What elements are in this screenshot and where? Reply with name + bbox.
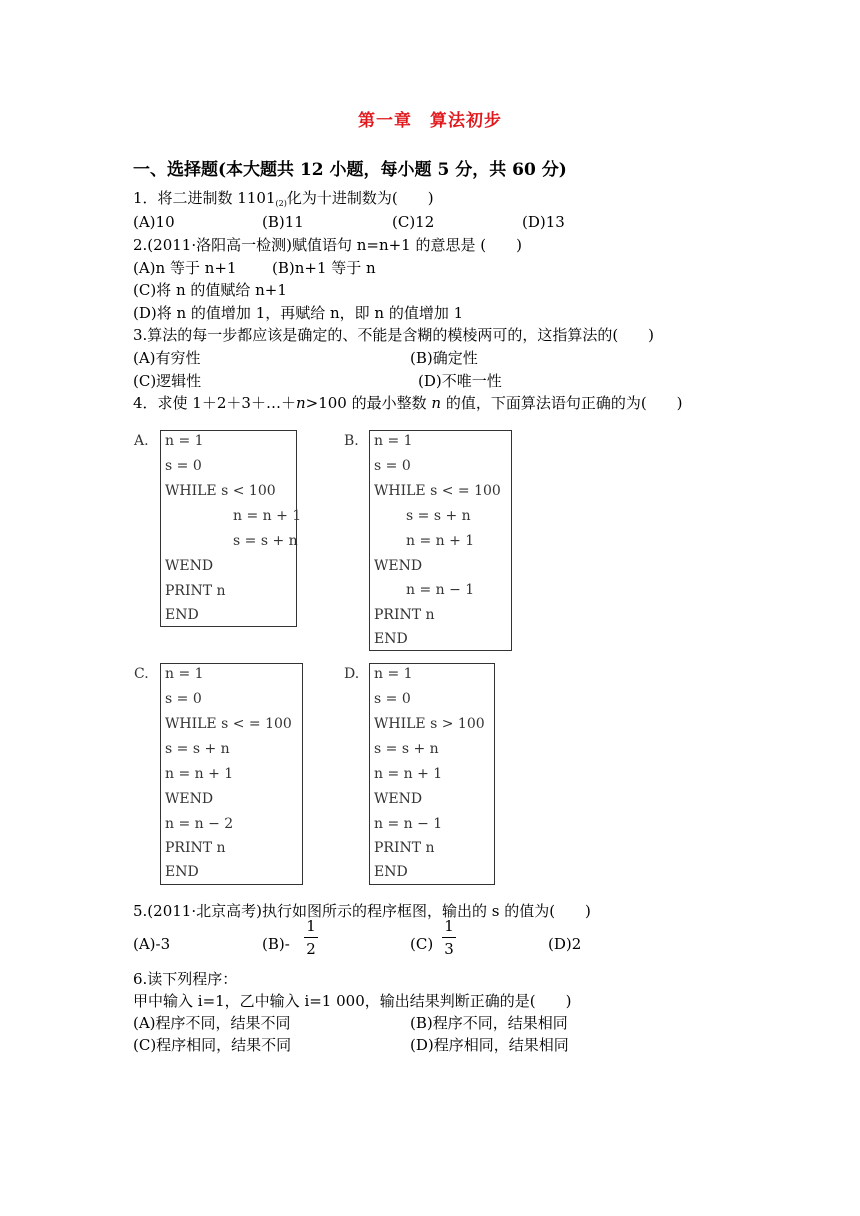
- program-line: WEND: [165, 791, 214, 807]
- q2-option-a: (A)n 等于 n+1: [133, 259, 237, 277]
- program-d-box: [369, 663, 495, 885]
- program-line: s = 0: [165, 458, 202, 474]
- fraction-bar: [442, 937, 456, 938]
- program-line: WHILE s > 100: [374, 716, 485, 732]
- fraction-bar: [304, 937, 318, 938]
- program-line: END: [165, 864, 199, 880]
- q2-stem: 2.(2011·洛阳高一检测)赋值语句 n=n+1 的意思是 ( ): [133, 236, 522, 254]
- program-line: PRINT n: [374, 607, 435, 623]
- program-line: s = 0: [374, 458, 411, 474]
- program-a-box: [160, 430, 302, 627]
- q3-option-c: (C)逻辑性: [133, 372, 202, 390]
- q6-stem: 6.读下列程序：: [133, 970, 238, 988]
- q1-option-a: (A)10: [133, 213, 175, 231]
- q6-option-c: (C)程序相同，结果不同: [133, 1036, 292, 1054]
- program-line: s = s + n: [406, 508, 471, 524]
- q5-option-b-fraction: [304, 917, 318, 958]
- q5-option-c: (C): [410, 935, 434, 953]
- q1-option-d: (D)13: [522, 213, 565, 231]
- q3-option-a: (A)有穷性: [133, 349, 201, 367]
- program-b-box: [369, 430, 512, 651]
- program-line: n = n + 1: [374, 766, 443, 782]
- program-line: n = n − 2: [165, 816, 234, 832]
- program-line: PRINT n: [165, 583, 226, 599]
- program-line: s = 0: [165, 691, 202, 707]
- program-line: n = n + 1: [165, 766, 234, 782]
- q5-option-d: (D)2: [548, 935, 582, 953]
- program-d-label: D.: [344, 666, 360, 682]
- q5-option-b: (B)-: [262, 935, 290, 953]
- program-line: WEND: [374, 558, 423, 574]
- q3-stem: 3.算法的每一步都应该是确定的、不能是含糊的模棱两可的，这指算法的( ): [133, 326, 655, 344]
- q1-stem: 1．将二进制数 $1101_{(2)}$化为十进制数为( ): [133, 189, 434, 208]
- chapter-title: 第一章 算法初步: [358, 111, 502, 131]
- q5-option-c-fraction: [442, 917, 456, 958]
- fraction-denominator: 2: [306, 940, 316, 958]
- q4-stem: 4．求使 1＋2＋3＋…＋n>100 的最小整数 n 的值，下面算法语句正确的为( ): [133, 394, 683, 412]
- program-line: s = s + n: [233, 533, 298, 549]
- program-line: END: [165, 607, 199, 623]
- program-line: END: [374, 631, 408, 647]
- q1-option-b: (B)11: [262, 213, 304, 231]
- q1-option-c: (C)12: [392, 213, 435, 231]
- program-line: n = n − 1: [406, 582, 475, 598]
- q5-stem: 5.(2011·北京高考)执行如图所示的程序框图，输出的 s 的值为( ): [133, 902, 591, 920]
- fraction-denominator: 3: [444, 940, 454, 958]
- program-line: n = 1: [374, 433, 413, 449]
- q2-option-c: (C)将 n 的值赋给 n+1: [133, 281, 287, 299]
- q6-option-d: (D)程序相同，结果相同: [410, 1036, 569, 1054]
- q6-line2: 甲中输入 i=1，乙中输入 i=1 000，输出结果判断正确的是( ): [133, 992, 572, 1010]
- program-line: n = n + 1: [233, 508, 302, 524]
- program-line: n = n − 1: [374, 816, 443, 832]
- program-line: n = 1: [165, 666, 204, 682]
- q5-option-a: (A)-3: [133, 935, 171, 953]
- q6-option-b: (B)程序不同，结果相同: [410, 1014, 568, 1032]
- q2-option-b: (B)n+1 等于 n: [272, 259, 376, 277]
- program-line: s = s + n: [374, 741, 439, 757]
- program-line: WHILE s < = 100: [374, 483, 501, 499]
- fraction-numerator: 1: [306, 917, 316, 935]
- program-b-label: B.: [344, 433, 359, 449]
- program-line: s = 0: [374, 691, 411, 707]
- q2-option-d: (D)将 n 的值增加 1，再赋给 n，即 n 的值增加 1: [133, 304, 464, 322]
- program-line: n = n + 1: [406, 533, 475, 549]
- program-line: WHILE s < 100: [165, 483, 276, 499]
- q3-option-d: (D)不唯一性: [418, 372, 502, 390]
- program-c-box: [160, 663, 303, 885]
- q6-option-a: (A)程序不同，结果不同: [133, 1014, 291, 1032]
- program-c-label: C.: [134, 666, 149, 682]
- program-line: WEND: [165, 558, 214, 574]
- program-line: END: [374, 864, 408, 880]
- section-heading: 一、选择题(本大题共 12 小题，每小题 5 分，共 60 分): [133, 160, 567, 180]
- fraction-numerator: 1: [444, 917, 454, 935]
- program-line: n = 1: [374, 666, 413, 682]
- program-a-label: A.: [134, 433, 149, 449]
- program-line: PRINT n: [374, 840, 435, 856]
- program-line: PRINT n: [165, 840, 226, 856]
- program-line: s = s + n: [165, 741, 230, 757]
- program-line: WHILE s < = 100: [165, 716, 292, 732]
- program-line: WEND: [374, 791, 423, 807]
- q3-option-b: (B)确定性: [410, 349, 478, 367]
- program-line: n = 1: [165, 433, 204, 449]
